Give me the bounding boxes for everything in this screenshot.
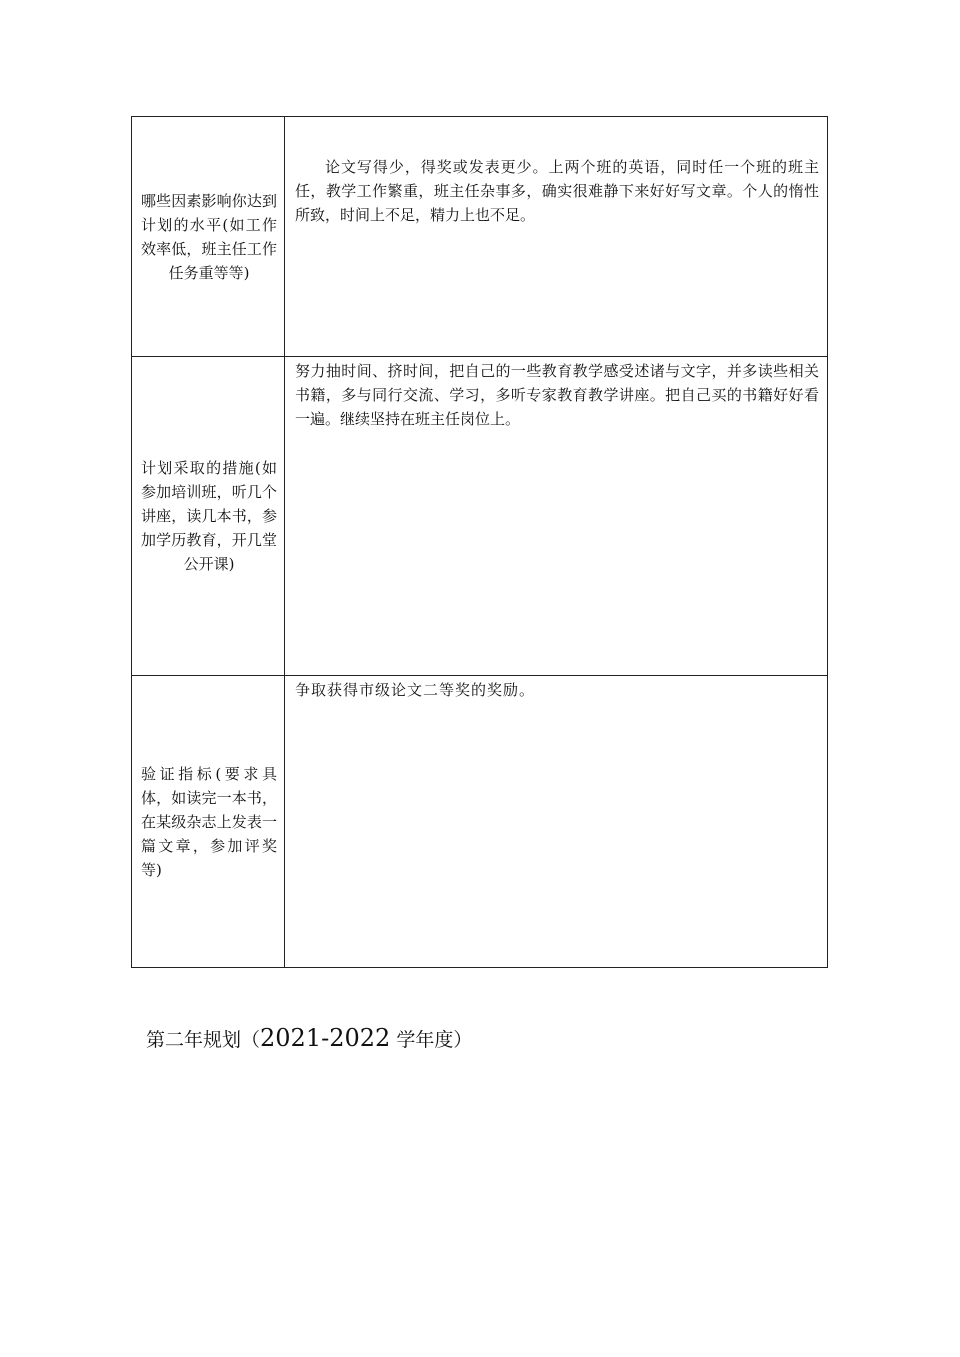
plan-table [131,116,828,968]
row-content-cell [285,676,828,968]
row-label-influencing-factors: 哪些因素影响你达到计划的水平(如工作效率低，班主任工作任务重等等) [141,191,277,282]
row-label-cell [132,676,285,968]
table-row-influencing-factors [132,117,828,357]
heading-suffix: 学年度） [390,1029,473,1051]
row-label-verification-indicators: 验证指标(要求具体，如读完一本书，在某级杂志上发表一篇文章，参加评奖等) [141,764,277,879]
row-label-planned-measures: 计划采取的措施(如参加培训班，听几个讲座，读几本书，参加学历教育，开几堂公开课) [141,459,277,573]
second-year-plan-heading [146,1022,472,1056]
table-row-planned-measures [132,357,828,676]
row-content-verification-indicators: 争取获得市级论文二等奖的奖励。 [295,681,536,699]
row-content-planned-measures: 努力抽时间、挤时间，把自己的一些教育教学感受述诸与文字，并多读些相关书籍，多与同行交流、学习，多听专家教育教学讲座。把自己买的书籍好好看一遍。继续坚持在班主任岗位上。 [295,362,819,428]
row-content-cell [285,357,828,676]
heading-year-range: 2021-2022 [260,1024,391,1052]
heading-prefix: 第二年规划（ [146,1029,261,1051]
table-row-verification-indicators [132,676,828,968]
row-content-cell [285,117,828,357]
row-label-cell [132,357,285,676]
row-label-cell [132,117,285,357]
row-content-influencing-factors: 论文写得少，得奖或发表更少。上两个班的英语，同时任一个班的班主任，教学工作繁重，班主任杂事多，确实很难静下来好好写文章。个人的惰性所致，时间上不足，精力上也不足。 [295,158,819,224]
